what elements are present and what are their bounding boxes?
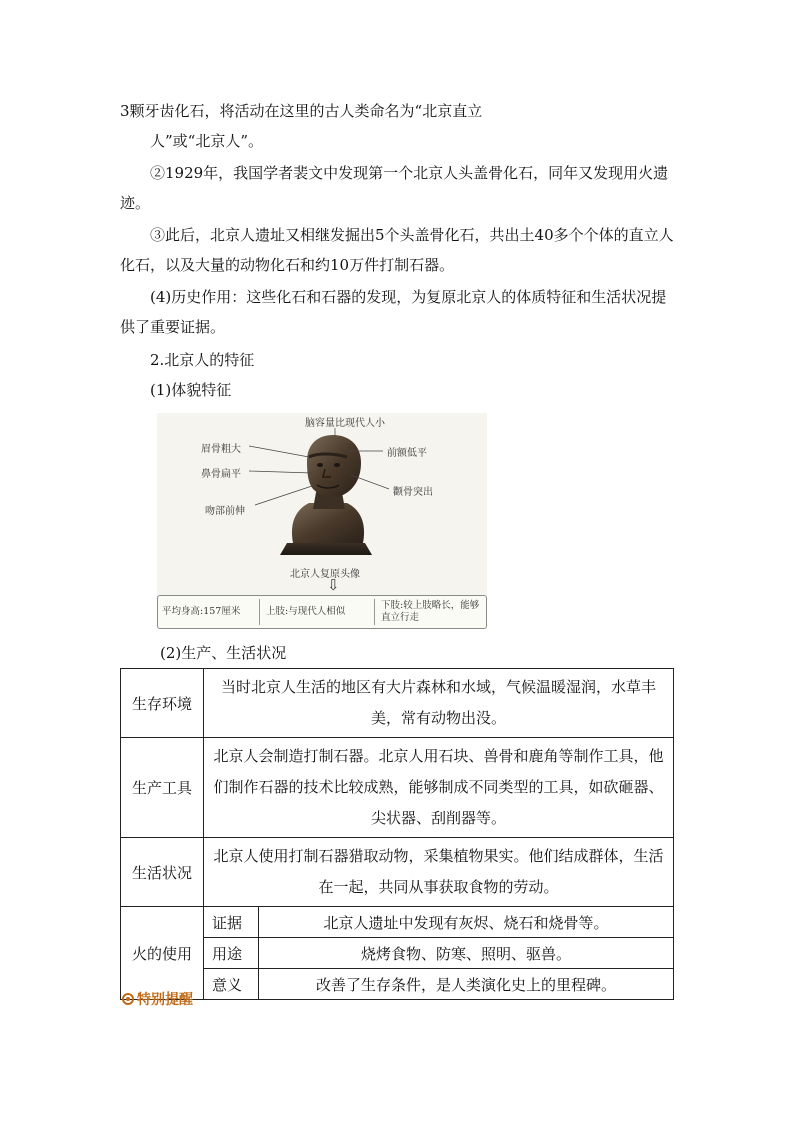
content-cell: 北京人使用打制石器猎取动物，采集植物果实。他们结成群体，生活在一起，共同从事获取食物的劳动。	[204, 838, 674, 907]
category-cell: 生产工具	[121, 738, 204, 838]
label-forehead: 前额低平	[387, 448, 427, 459]
body-facts-box	[157, 595, 487, 629]
heading-physical-features: (1)体貌特征	[150, 381, 232, 399]
label-brain-capacity: 脑容量比现代人小	[305, 418, 385, 429]
label-muzzle: 吻部前伸	[205, 506, 245, 517]
life-conditions-table	[120, 668, 674, 1000]
fact-height: 平均身高:157厘米	[162, 606, 241, 617]
category-cell: 生存环境	[121, 669, 204, 738]
table-row	[121, 838, 674, 907]
label-cheekbone: 颧骨突出	[393, 487, 433, 498]
fire-label-use: 用途	[204, 938, 259, 969]
table-row	[121, 907, 674, 938]
category-cell-fire: 火的使用	[121, 907, 204, 1000]
fire-value-evidence: 北京人遗址中发现有灰烬、烧石和烧骨等。	[259, 907, 674, 938]
label-brow-ridge: 眉骨粗大	[201, 444, 241, 455]
fact-upper-limbs: 上肢:与现代人相似	[266, 606, 346, 617]
paragraph-historical-role: (4)历史作用：这些化石和石器的发现，为复原北京人的体质特征和生活状况提供了重要证据。	[120, 288, 667, 336]
category-cell: 生活状况	[121, 838, 204, 907]
heading-peking-man-features: 2.北京人的特征	[150, 351, 255, 369]
special-reminder-label: 特别提醒	[137, 992, 193, 1008]
text-line-2: 人”或“北京人”。	[150, 132, 264, 150]
label-nose-bone: 鼻骨扁平	[201, 469, 241, 480]
text-line-1: 3颗牙齿化石，将活动在这里的古人类命名为“北京直立	[120, 102, 483, 120]
table-row	[121, 938, 674, 969]
content-cell: 北京人会制造打制石器。北京人用石块、兽骨和鹿角等制作工具，他们制作石器的技术比较成熟，能够制成不同类型的工具，如砍砸器、尖状器、刮削器等。	[204, 738, 674, 838]
down-arrow-icon: ⇩	[327, 576, 340, 594]
target-icon	[122, 993, 134, 1005]
table-row	[121, 669, 674, 738]
fire-value-significance: 改善了生存条件，是人类演化史上的里程碑。	[259, 969, 674, 1000]
table-row	[121, 738, 674, 838]
fire-label-significance: 意义	[204, 969, 259, 1000]
fire-value-use: 烧烤食物、防寒、照明、驱兽。	[259, 938, 674, 969]
special-reminder	[122, 989, 193, 1009]
paragraph-after: ③此后，北京人遗址又相继发掘出5个头盖骨化石，共出土40多个个体的直立人化石，以及大量的动物化石和约10万件打制石器。	[120, 226, 674, 274]
fact-lower-limbs: 下肢:较上肢略长，能够直立行走	[381, 600, 480, 623]
content-cell: 当时北京人生活的地区有大片森林和水域，气候温暖湿润，水草丰美，常有动物出没。	[204, 669, 674, 738]
bust-caption: 北京人复原头像	[290, 569, 360, 580]
table-row	[121, 969, 674, 1000]
heading-life-conditions: (2)生产、生活状况	[160, 644, 287, 662]
fire-label-evidence: 证据	[204, 907, 259, 938]
peking-man-figure	[157, 413, 487, 629]
paragraph-1929: ②1929年，我国学者裴文中发现第一个北京人头盖骨化石，同年又发现用火遗迹。	[120, 164, 669, 212]
